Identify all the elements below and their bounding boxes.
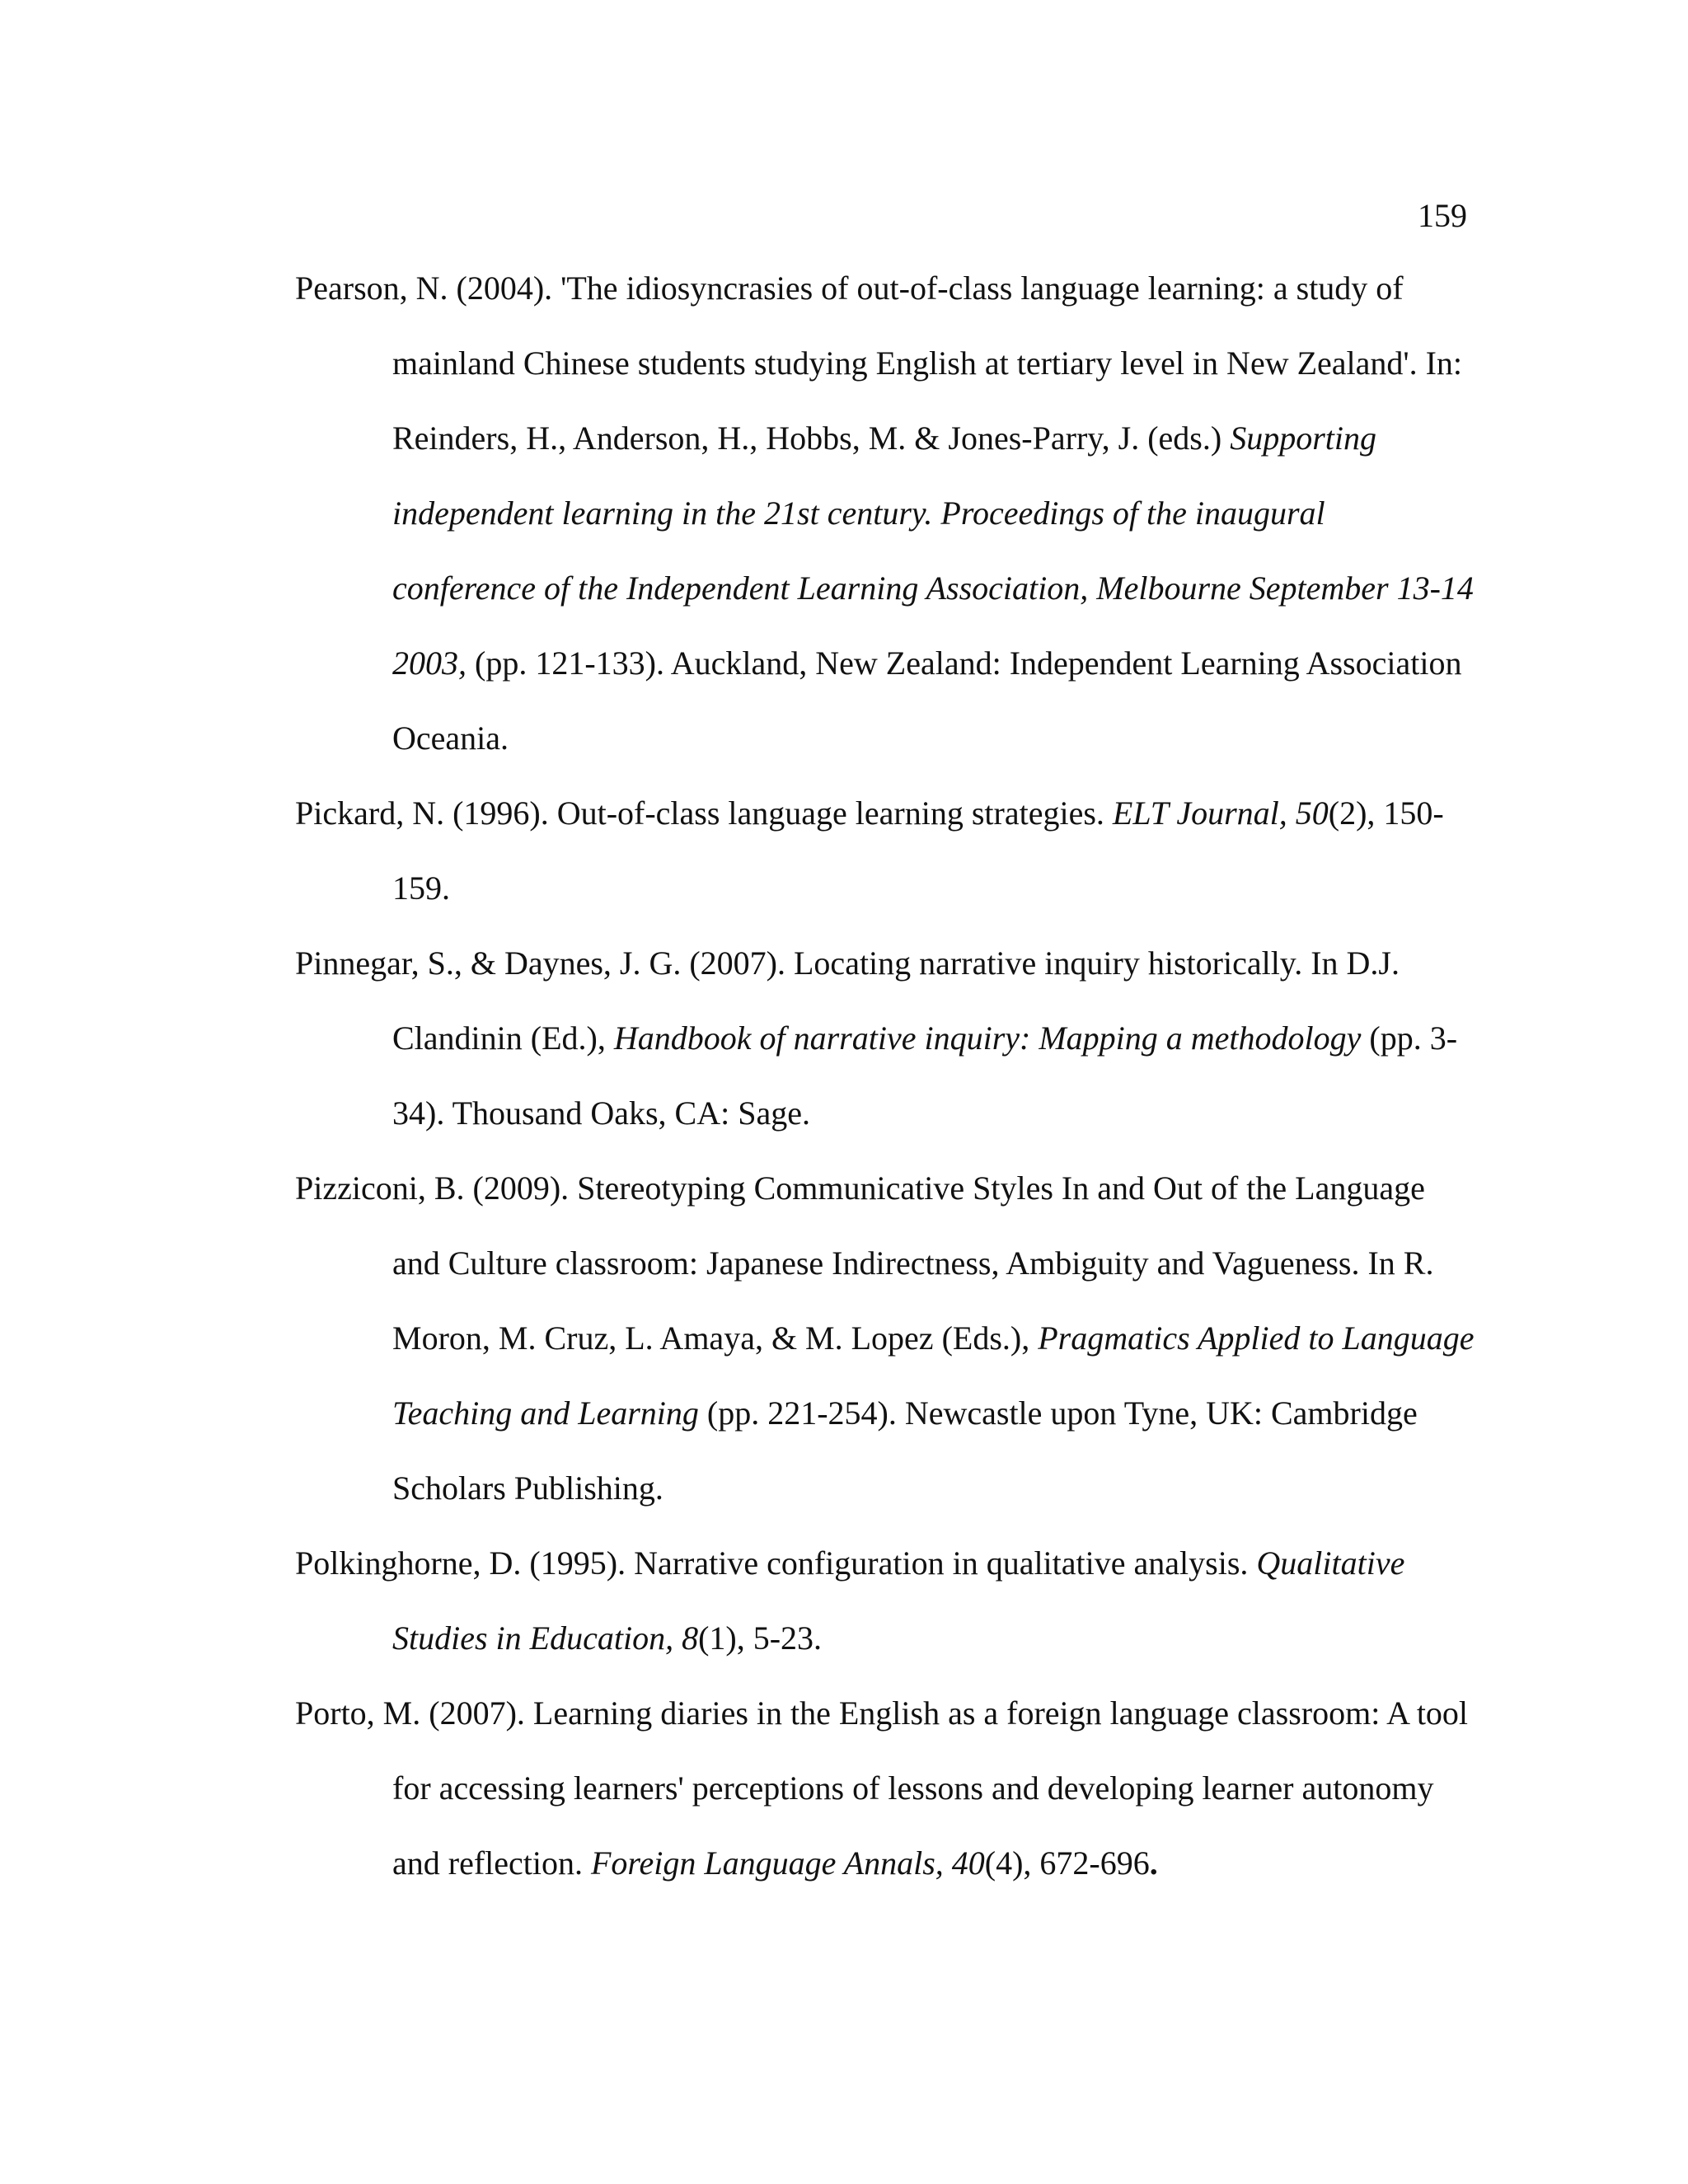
reference-text: Polkinghorne, D. (1995). Narrative configuration in qualitative analysis. <box>295 1544 1257 1582</box>
reference-pearson-2004 <box>295 251 1475 776</box>
reference-text: (pp. 221-254). Newcastle upon Tyne, UK: Cambridge Scholars Publishing. <box>392 1394 1418 1507</box>
reference-list <box>295 251 1475 1900</box>
reference-text: Pickard, N. (1996). Out-of-class language learning strategies. <box>295 794 1113 832</box>
reference-pickard-1996 <box>295 776 1475 926</box>
reference-title: Qualitative Studies in Education, 8 <box>392 1544 1405 1657</box>
reference-title: Pragmatics Applied to Language Teaching and Learning <box>392 1319 1475 1432</box>
reference-title: Supporting independent learning in the 21st century. Proceedings of the inaugural conference of the Independent Learning Association, Melbourne September 13-14 2003, <box>392 419 1474 682</box>
reference-text: Pinnegar, S., & Daynes, J. G. (2007). Locating narrative inquiry historically. In D.J. Clandinin (Ed.), <box>295 944 1400 1057</box>
reference-text: (pp. 3-34). Thousand Oaks, CA: Sage. <box>392 1019 1458 1132</box>
reference-text: Porto, M. (2007). Learning diaries in the English as a foreign language classroom: A tool for accessing learners' perceptions of lessons and developing learner autonomy and reflection. <box>295 1694 1469 1882</box>
reference-text: (2), 150-159. <box>392 794 1444 907</box>
reference-pizziconi-2009 <box>295 1151 1475 1526</box>
reference-text: Pearson, N. (2004). 'The idiosyncrasies of out-of-class language learning: a study of mainland Chinese students studying English at tertiary level in New Zealand'. In: Reinders, H., Anderson, H., Hobbs, M. & Jones-Parry, J. (eds.) <box>295 269 1463 457</box>
reference-polkinghorne-1995 <box>295 1526 1475 1675</box>
reference-text: Pizziconi, B. (2009). Stereotyping Communicative Styles In and Out of the Language and Culture classroom: Japanese Indirectness, Ambiguity and Vagueness. In R. Moron, M. Cruz, L. Amaya, & M. Lopez (Eds.), <box>295 1169 1434 1357</box>
reference-text: (1), 5-23. <box>698 1619 823 1657</box>
reference-title: Foreign Language Annals, 40 <box>591 1844 985 1882</box>
reference-final-period: . <box>1149 1844 1158 1882</box>
reference-porto-2007 <box>295 1675 1475 1900</box>
reference-text: (4), 672-696 <box>984 1844 1150 1882</box>
reference-pinnegar-2007 <box>295 926 1475 1151</box>
reference-text: (pp. 121-133). Auckland, New Zealand: Independent Learning Association Oceania. <box>392 644 1462 757</box>
reference-title: ELT Journal, 50 <box>1112 794 1329 832</box>
reference-title: Handbook of narrative inquiry: Mapping a methodology <box>613 1019 1362 1057</box>
page-number: 159 <box>1418 197 1467 234</box>
